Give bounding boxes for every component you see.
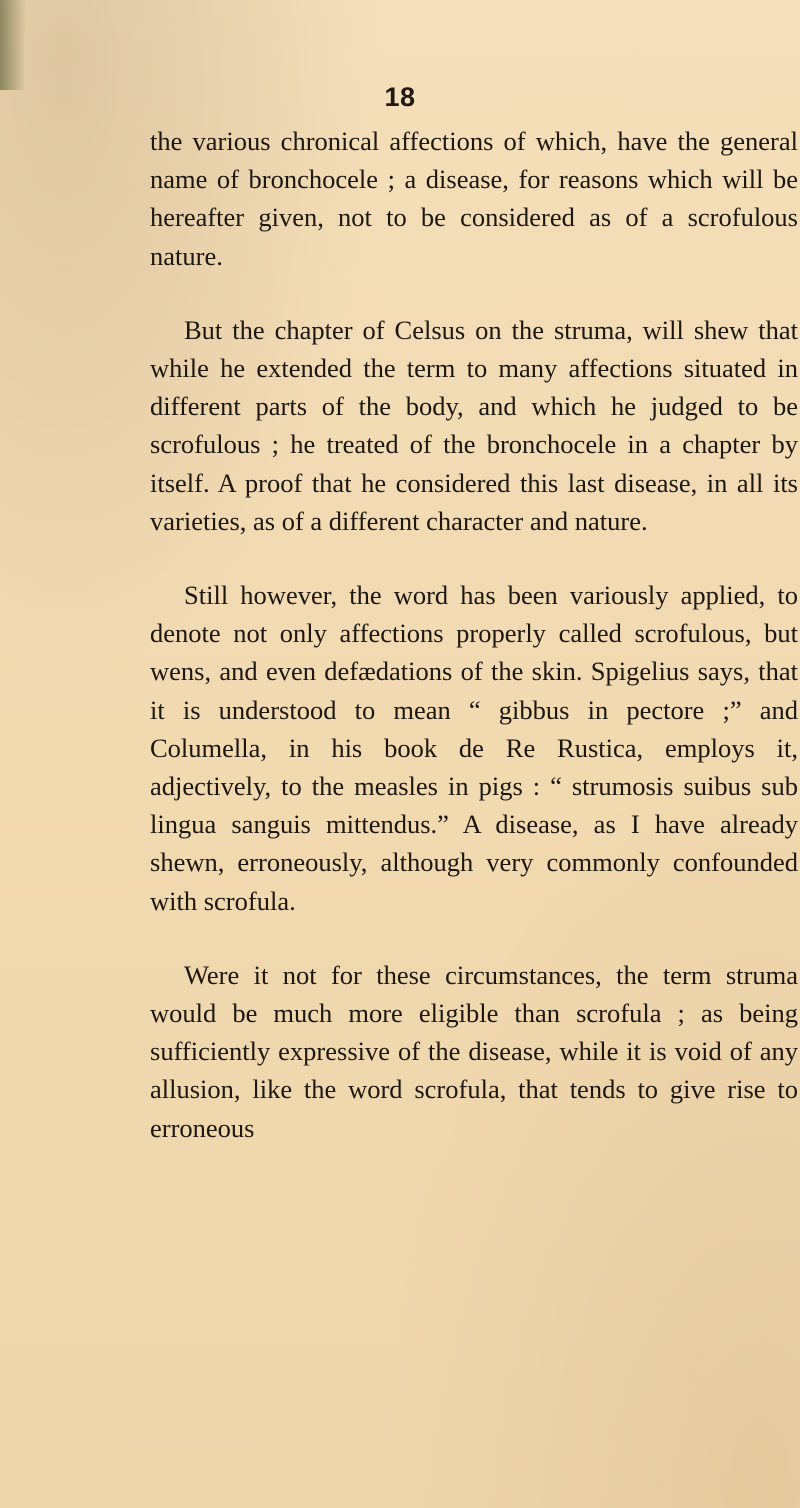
paragraph-4 <box>150 956 798 1147</box>
paragraph-2 <box>150 311 798 540</box>
page-number: 18 <box>384 82 416 112</box>
page-corner-shadow <box>0 0 26 90</box>
paragraph-3-text: Still however, the word has been variously applied, to denote not only affections properly called scrofulous, but wens, and even defædations of the skin. Spigelius says, that it is understood to mean “ gibbus in pectore ;” and Columella, in his book de Re Rustica, employs it, adjectively, to the measles in pigs : “ strumosis suibus sub lingua sanguis mittendus.” A disease, as I have already shewn, erroneously, although very commonly confounded with scrofula. <box>150 580 798 916</box>
paragraph-1 <box>150 122 798 275</box>
paragraph-1-text: the various chronical affections of which, have the general name of bronchocele ; a disease, for reasons which will be hereafter given, not to be considered as of a scrofulous nature. <box>150 126 798 271</box>
body-text <box>150 122 798 1147</box>
paragraph-2-text: But the chapter of Celsus on the struma, will shew that while he extended the term to many affections situated in different parts of the body, and which he judged to be scrofulous ; he treated of the bronchocele in a chapter by itself. A proof that he considered this last disease, in all its varieties, as of a different character and nature. <box>150 314 798 536</box>
paragraph-4-text: Were it not for these circumstances, the term struma would be much more eligible than scrofula ; as being sufficiently expressive of the disease, while it is void of any allusion, like the word scrofula, that tends to give rise to erroneous <box>150 959 798 1143</box>
paragraph-3 <box>150 576 798 920</box>
